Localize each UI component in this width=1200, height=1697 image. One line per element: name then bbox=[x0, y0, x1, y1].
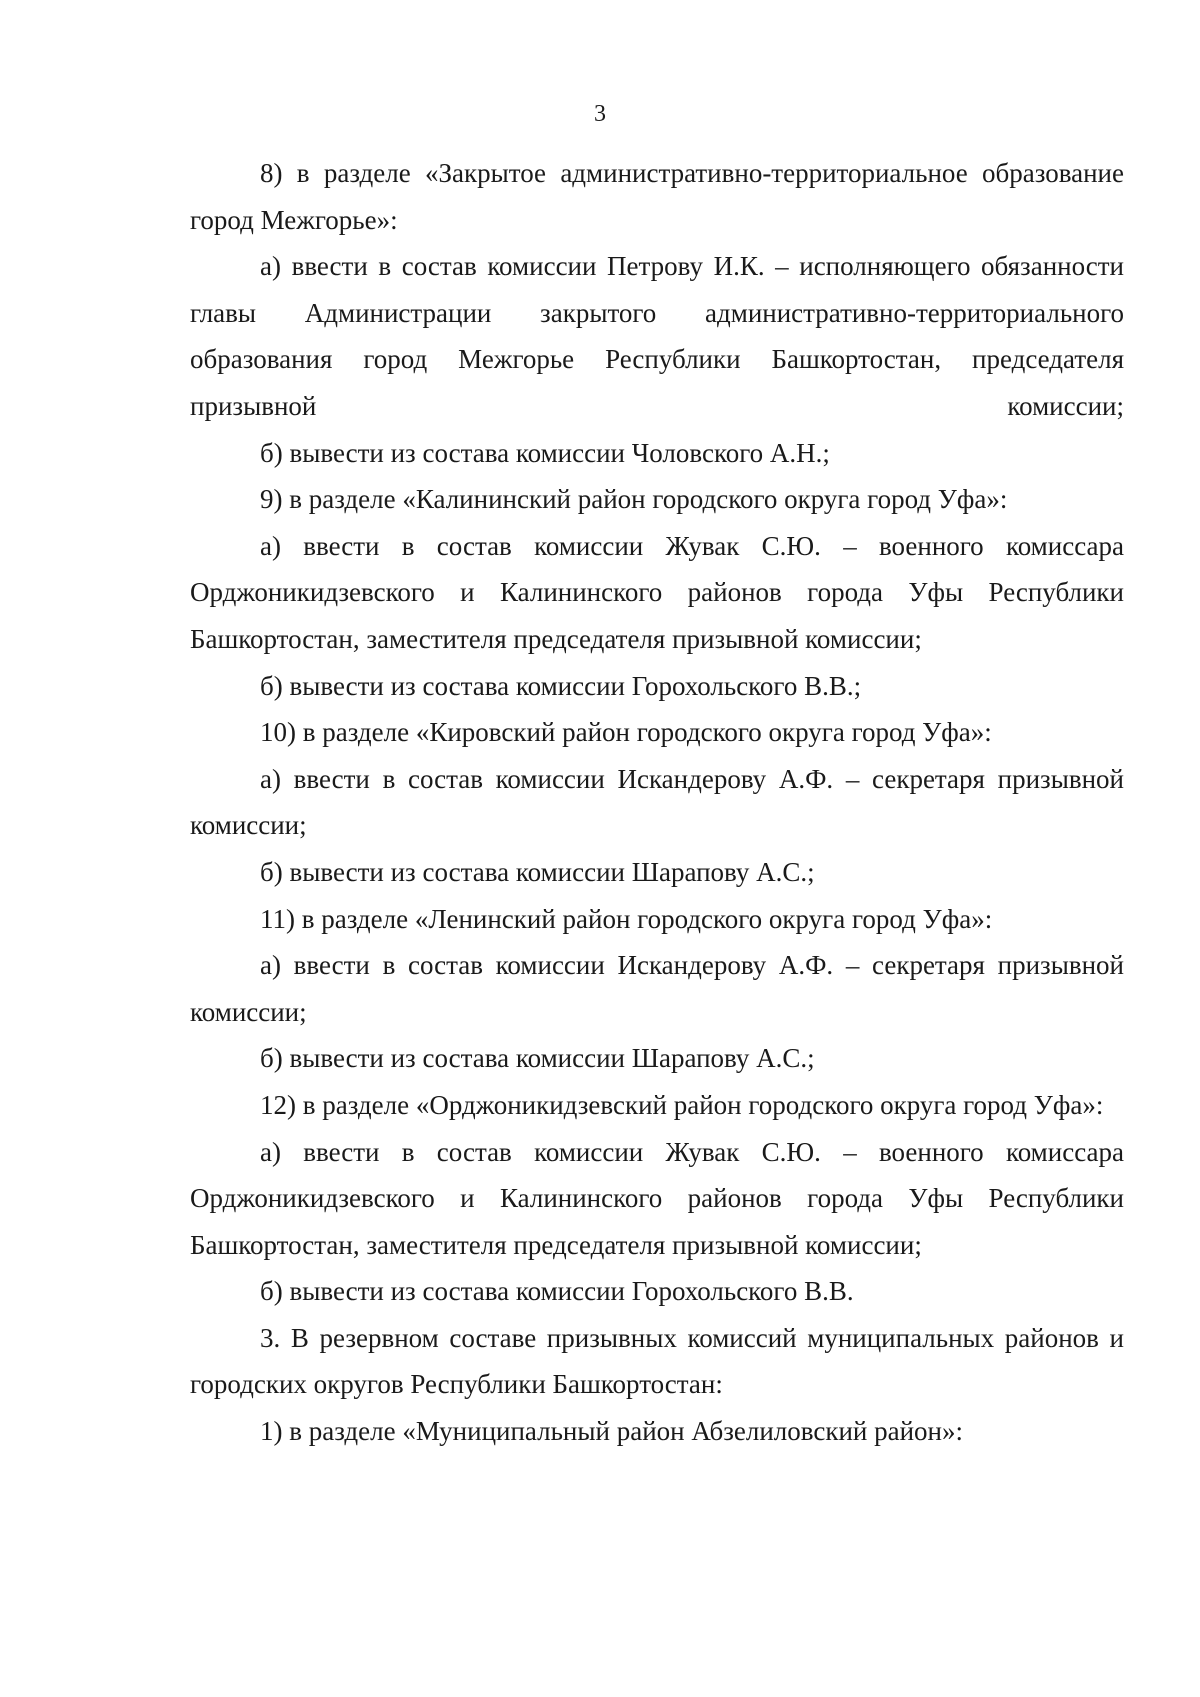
paragraph-item-12b: б) вывести из состава комиссии Горохольского В.В. bbox=[260, 1276, 854, 1307]
paragraph-item-8b: б) вывести из состава комиссии Чоловского А.Н.; bbox=[260, 437, 830, 468]
paragraph-item-12: 12) в разделе «Орджоникидзевский район городского округа город Уфа»: bbox=[260, 1089, 1104, 1120]
paragraph-item-11: 11) в разделе «Ленинский район городского округа город Уфа»: bbox=[260, 903, 993, 934]
paragraph-item-12a: а) ввести в состав комиссии Жувак С.Ю. – военного комиссара Орджоникидзевского и Калининского районов города Уфы Республики Башкортостан, заместителя председателя призывной комиссии; bbox=[190, 1136, 1124, 1260]
paragraph-item-10: 10) в разделе «Кировский район городского округа город Уфа»: bbox=[260, 717, 992, 748]
paragraph-item-9a: а) ввести в состав комиссии Жувак С.Ю. – военного комиссара Орджоникидзевского и Калининского районов города Уфы Республики Башкортостан, заместителя председателя призывной комиссии; bbox=[190, 530, 1124, 654]
paragraph-item-11b: б) вывести из состава комиссии Шарапову А.С.; bbox=[260, 1043, 815, 1074]
paragraph-item-10a: а) ввести в состав комиссии Искандерову А.Ф. – секретаря призывной комиссии; bbox=[190, 763, 1124, 841]
page-number: 3 bbox=[594, 101, 606, 127]
paragraph-section-3-item-1: 1) в разделе «Муниципальный район Абзелиловский район»: bbox=[260, 1416, 963, 1447]
paragraph-item-8: 8) в разделе «Закрытое административно-территориальное образование город Межгорье»: bbox=[190, 158, 1124, 235]
paragraph-section-3: 3. В резервном составе призывных комиссий муниципальных районов и городских округов Республики Башкортостан: bbox=[190, 1322, 1124, 1400]
paragraph-item-9: 9) в разделе «Калининский район городского округа город Уфа»: bbox=[260, 484, 1008, 515]
paragraph-item-9b: б) вывести из состава комиссии Горохольского В.В.; bbox=[260, 670, 862, 701]
paragraph-item-10b: б) вывести из состава комиссии Шарапову А.С.; bbox=[260, 856, 815, 887]
paragraph-item-11a: а) ввести в состав комиссии Искандерову А.Ф. – секретаря призывной комиссии; bbox=[190, 950, 1124, 1027]
document-body bbox=[190, 150, 1124, 1455]
paragraph-item-8a: а) ввести в состав комиссии Петрову И.К. – исполняющего обязанности главы Администрации закрытого административно-территориального образования город Межгорье Республики Башкортостан, председателя призывной комиссии; bbox=[190, 251, 1124, 421]
